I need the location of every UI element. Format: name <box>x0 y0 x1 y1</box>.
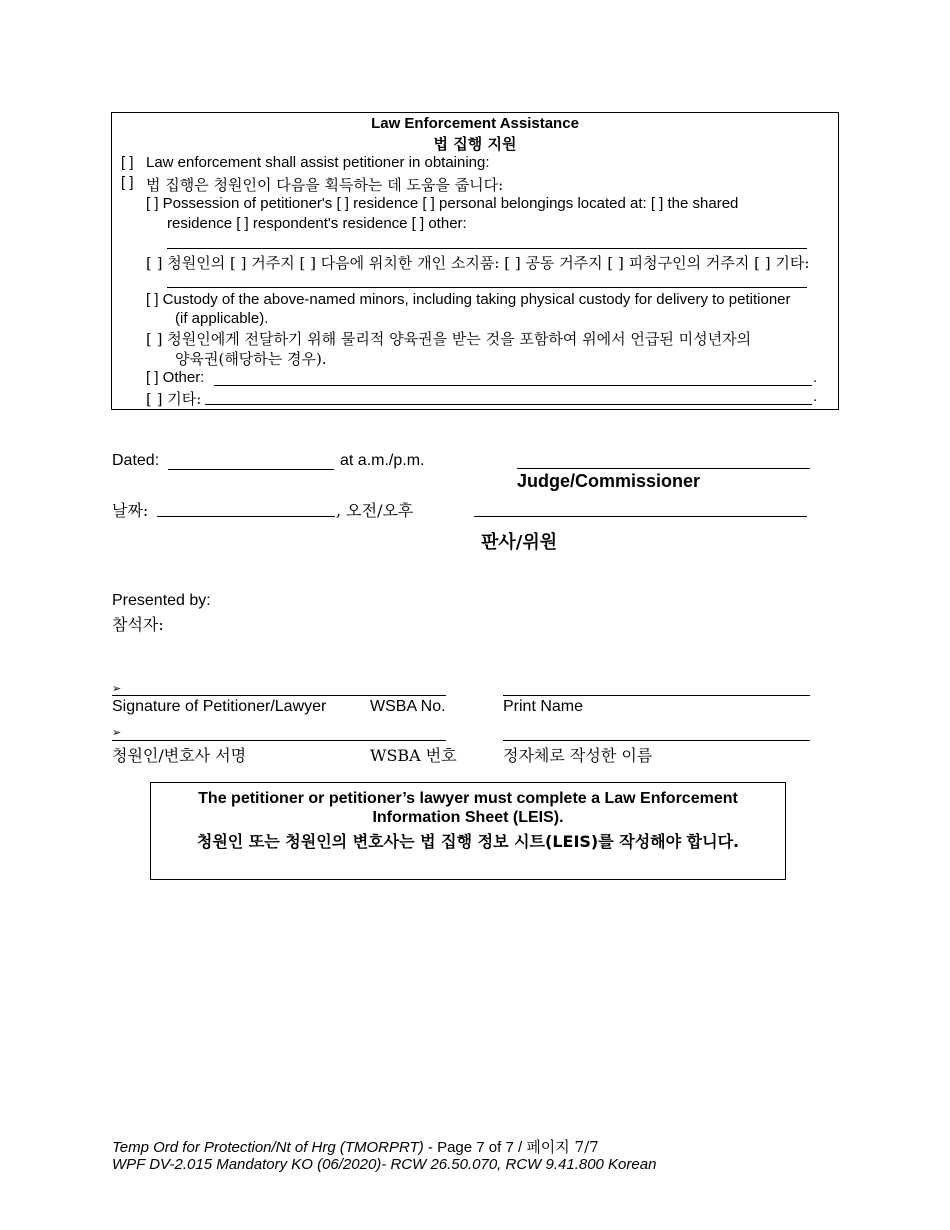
footer-line1 <box>112 1136 599 1157</box>
print-name-line-ko[interactable] <box>503 740 810 741</box>
ampm-label-ko: , 오전/오후 <box>336 501 414 520</box>
possession-other-field-ko[interactable] <box>167 287 807 288</box>
signature-arrow: ➢ <box>112 683 122 695</box>
custody-option-ko[interactable]: [ ] 청원인에게 전달하기 위해 물리적 양육권을 받는 것을 포함하여 위에서 언급된 미성년자의 <box>146 330 752 348</box>
judge-label: Judge/Commissioner <box>517 471 701 491</box>
leis-notice-ko: 청원인 또는 청원인의 변호사는 법 집행 정보 시트(LEIS)를 작성해야 합니다. <box>196 832 740 851</box>
signature-line-ko[interactable] <box>112 740 446 741</box>
intro-checkbox-ko[interactable]: [ ] <box>121 174 134 191</box>
signature-label-ko: 청원인/변호사 서명 <box>112 746 247 765</box>
section-title-ko: 법 집행 지원 <box>433 135 517 153</box>
judge-signature-line-ko[interactable] <box>474 516 807 517</box>
leis-notice-line2: Information Sheet (LEIS). <box>372 809 564 826</box>
presented-by-label-ko: 참석자: <box>112 615 164 634</box>
judge-label-ko: 판사/위원 <box>481 532 558 553</box>
dated-label: Dated: <box>112 452 160 469</box>
possession-option-cont: residence [ ] respondent's residence [ ] other: <box>167 215 467 232</box>
section-title: Law Enforcement Assistance <box>371 115 579 132</box>
other-field-ko[interactable] <box>205 404 812 405</box>
date-field-ko[interactable] <box>157 516 335 517</box>
intro-text-ko: 법 집행은 청원인이 다음을 획득하는 데 도움을 줍니다: <box>146 176 504 194</box>
leis-notice-line1: The petitioner or petitioner’s lawyer must complete a Law Enforcement <box>198 790 738 807</box>
custody-option[interactable]: [ ] Custody of the above-named minors, including taking physical custody for delivery to petitioner <box>146 291 791 308</box>
ampm-label: at a.m./p.m. <box>340 452 425 469</box>
footer-page: - Page 7 of 7 / <box>423 1139 527 1156</box>
possession-option-ko[interactable]: [ ] 청원인의 [ ] 거주지 [ ] 다음에 위치한 개인 소지품: [ ] 공동 거주지 [ ] 피청구인의 거주지 [ ] 기타: <box>146 254 810 272</box>
print-name-line[interactable] <box>503 695 810 696</box>
signature-line[interactable] <box>112 695 446 696</box>
print-name-label-ko: 정자체로 작성한 이름 <box>503 746 653 765</box>
wsba-label: WSBA No. <box>370 698 446 715</box>
custody-option-cont: (if applicable). <box>175 310 269 327</box>
date-label-ko: 날짜: <box>112 501 149 520</box>
signature-label: Signature of Petitioner/Lawyer <box>112 698 327 715</box>
footer-form-title: Temp Ord for Protection/Nt of Hrg (TMORPRT) <box>112 1139 424 1156</box>
judge-signature-line[interactable] <box>517 468 810 469</box>
print-name-label: Print Name <box>503 698 584 715</box>
possession-other-field[interactable] <box>167 248 807 249</box>
date-field[interactable] <box>168 469 334 470</box>
other-option[interactable]: [ ] Other: <box>146 369 205 386</box>
possession-option[interactable]: [ ] Possession of petitioner's [ ] residence [ ] personal belongings located at: [ ] the shared <box>146 195 739 212</box>
footer-page-ko: 페이지 7/7 <box>526 1138 599 1156</box>
wsba-label-ko: WSBA 번호 <box>370 746 457 765</box>
footer-line2: WPF DV-2.015 Mandatory KO (06/2020)- RCW 26.50.070, RCW 9.41.800 Korean <box>112 1156 657 1173</box>
other-field[interactable] <box>214 385 812 386</box>
presented-by-label: Presented by: <box>112 592 211 609</box>
custody-option-ko-cont: 양육권(해당하는 경우). <box>175 350 327 368</box>
other-period: . <box>813 369 818 386</box>
intro-text: Law enforcement shall assist petitioner in obtaining: <box>146 154 490 171</box>
intro-checkbox[interactable]: [ ] <box>121 154 134 171</box>
other-option-ko[interactable]: [ ] 기타: <box>146 390 202 408</box>
other-period-ko: . <box>813 388 818 405</box>
signature-arrow-ko: ➢ <box>112 727 122 739</box>
